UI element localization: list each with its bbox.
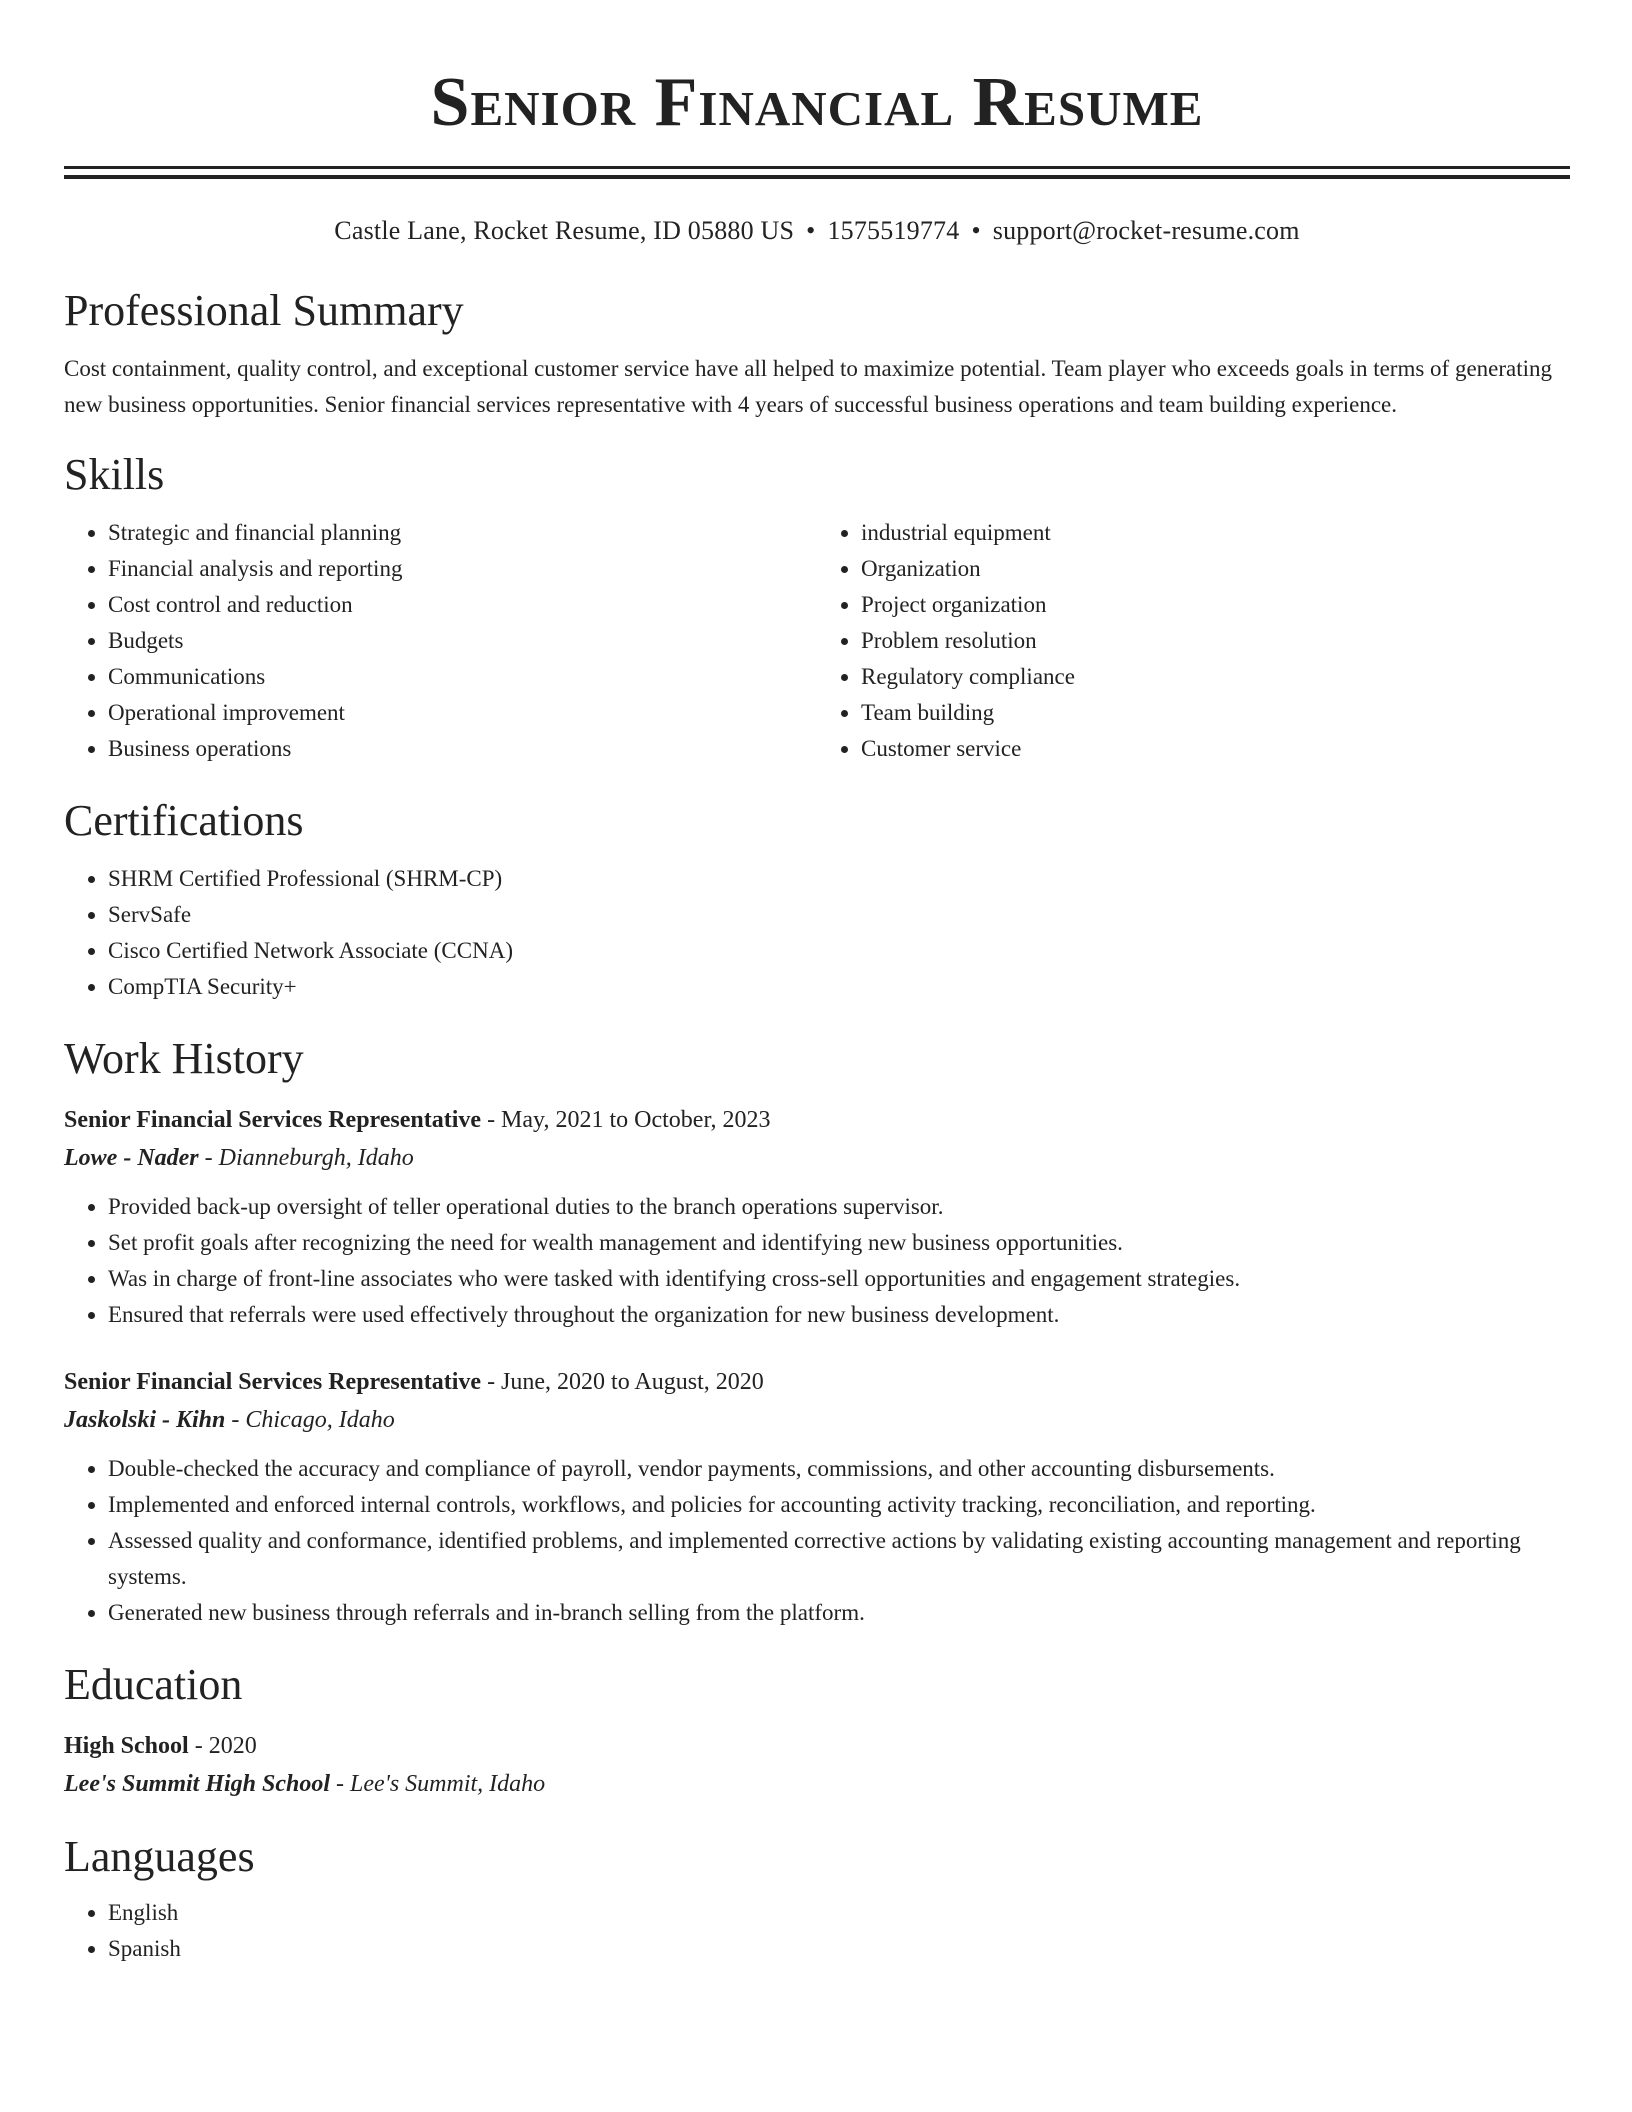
job-location: - Dianneburgh, Idaho bbox=[198, 1145, 414, 1171]
job-dates: - June, 2020 to August, 2020 bbox=[481, 1369, 764, 1395]
education-school: Lee's Summit High School bbox=[64, 1771, 331, 1797]
skill-item: • Customer service bbox=[861, 731, 1570, 767]
summary-heading: Professional Summary bbox=[64, 286, 464, 335]
education-heading: Education bbox=[64, 1660, 243, 1709]
skills-heading: Skills bbox=[64, 450, 165, 499]
education-school-line bbox=[64, 1765, 1570, 1803]
job-company-line bbox=[64, 1401, 1570, 1439]
contact-address: Castle Lane, Rocket Resume, ID 05880 US bbox=[334, 216, 795, 245]
skill-item: • Team building bbox=[861, 695, 1570, 731]
contact-separator: • bbox=[806, 216, 816, 245]
education-degree: High School bbox=[64, 1733, 189, 1759]
education-degree-line bbox=[64, 1727, 1570, 1765]
skill-item: • Project organization bbox=[861, 587, 1570, 623]
skill-item: • Operational improvement bbox=[108, 695, 817, 731]
skill-item: • Cost control and reduction bbox=[108, 587, 817, 623]
job-entry bbox=[64, 1363, 1570, 1631]
contact-separator: • bbox=[971, 216, 981, 245]
skill-item: • Business operations bbox=[108, 731, 817, 767]
summary-text: Cost containment, quality control, and exceptional customer service have all helped to maximize potential. Team player who exceeds goals in terms of generating new business opportunities. Senior financial services representative with 4 years of successful business operations and team building experience. bbox=[64, 356, 1553, 417]
job-duty: • Was in charge of front-line associates who were tasked with identifying cross-sell opportunities and engagement strategies. bbox=[108, 1261, 1570, 1297]
job-title: Senior Financial Services Representative bbox=[64, 1369, 482, 1395]
job-duty: • Implemented and enforced internal controls, workflows, and policies for accounting activity tracking, reconciliation, and reporting. bbox=[108, 1487, 1570, 1523]
skills-list-left bbox=[64, 515, 817, 767]
languages-heading: Languages bbox=[64, 1832, 255, 1881]
job-duties-list bbox=[64, 1189, 1570, 1333]
job-duty: • Set profit goals after recognizing the need for wealth management and identifying new business opportunities. bbox=[108, 1225, 1570, 1261]
job-duty: • Generated new business through referrals and in-branch selling from the platform. bbox=[108, 1595, 1570, 1631]
education-year: - 2020 bbox=[188, 1733, 257, 1759]
certification-item: • CompTIA Security+ bbox=[108, 969, 1570, 1005]
job-entry bbox=[64, 1101, 1570, 1333]
job-duty: • Provided back-up oversight of teller operational duties to the branch operations supervisor. bbox=[108, 1189, 1570, 1225]
resume-title: Senior Financial Resume bbox=[430, 64, 1204, 141]
job-company-line bbox=[64, 1139, 1570, 1177]
languages-list bbox=[64, 1895, 1570, 1967]
certification-item: • SHRM Certified Professional (SHRM-CP) bbox=[108, 861, 1570, 897]
job-duty: • Double-checked the accuracy and compliance of payroll, vendor payments, commissions, and other accounting disbursements. bbox=[108, 1451, 1570, 1487]
skill-item: • Strategic and financial planning bbox=[108, 515, 817, 551]
job-title-line bbox=[64, 1363, 1570, 1401]
resume-page bbox=[64, 0, 1570, 1967]
skill-item: • Regulatory compliance bbox=[861, 659, 1570, 695]
job-title-line bbox=[64, 1101, 1570, 1139]
language-item: • English bbox=[108, 1895, 1570, 1931]
title-divider-bottom bbox=[64, 175, 1570, 179]
job-duty: • Assessed quality and conformance, identified problems, and implemented corrective actions by validating existing accounting management and reporting systems. bbox=[108, 1523, 1570, 1595]
title-divider-top bbox=[64, 166, 1570, 169]
job-dates: - May, 2021 to October, 2023 bbox=[481, 1107, 771, 1133]
language-item: • Spanish bbox=[108, 1931, 1570, 1967]
contact-line bbox=[64, 215, 1570, 247]
work-history-heading: Work History bbox=[64, 1034, 304, 1083]
contact-phone: 1575519774 bbox=[827, 216, 960, 245]
education-location: - Lee's Summit, Idaho bbox=[330, 1771, 546, 1797]
job-duty: • Ensured that referrals were used effectively throughout the organization for new business development. bbox=[108, 1297, 1570, 1333]
certification-item: • ServSafe bbox=[108, 897, 1570, 933]
job-location: - Chicago, Idaho bbox=[225, 1407, 395, 1433]
skill-item: • Financial analysis and reporting bbox=[108, 551, 817, 587]
contact-email: support@rocket-resume.com bbox=[992, 216, 1300, 245]
skill-item: • Problem resolution bbox=[861, 623, 1570, 659]
job-company: Lowe - Nader bbox=[64, 1145, 199, 1171]
certifications-heading: Certifications bbox=[64, 796, 304, 845]
skill-item: • Communications bbox=[108, 659, 817, 695]
skill-item: • Budgets bbox=[108, 623, 817, 659]
job-duties-list bbox=[64, 1451, 1570, 1631]
certification-item: • Cisco Certified Network Associate (CCNA) bbox=[108, 933, 1570, 969]
skills-columns bbox=[64, 515, 1570, 767]
skill-item: • industrial equipment bbox=[861, 515, 1570, 551]
skills-list-right bbox=[817, 515, 1570, 767]
certifications-list bbox=[64, 861, 1570, 1005]
job-company: Jaskolski - Kihn bbox=[64, 1407, 226, 1433]
job-title: Senior Financial Services Representative bbox=[64, 1107, 482, 1133]
skill-item: • Organization bbox=[861, 551, 1570, 587]
